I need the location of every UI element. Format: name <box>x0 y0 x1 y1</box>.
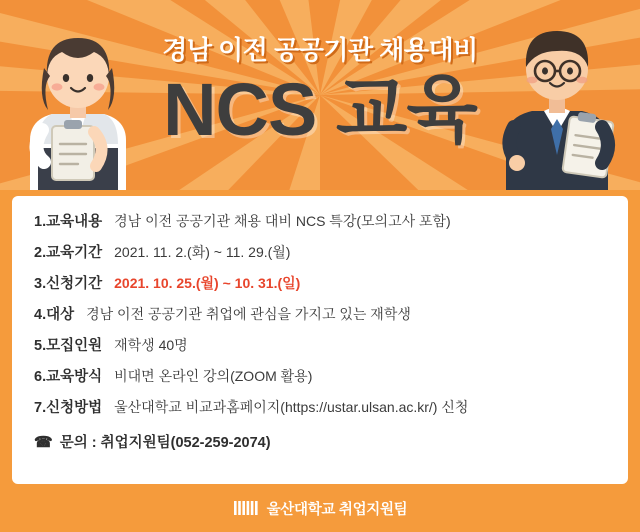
info-row-value: 2021. 11. 2.(화) ~ 11. 29.(월) <box>114 244 291 260</box>
poster-subtitle: 경남 이전 공공기관 채용대비 <box>162 35 478 65</box>
info-row-label: 6.교육방식 <box>34 369 103 385</box>
info-card <box>12 196 628 484</box>
contact-text: 문의 : 취업지원팀(052-259-2074) <box>59 435 271 451</box>
info-row-label: 3.신청기간 <box>34 276 103 292</box>
info-row-label: 2.교육기간 <box>34 245 103 261</box>
contact-line <box>34 431 606 452</box>
ulsan-university-logo-icon <box>233 499 259 517</box>
info-row-value: 비대면 온라인 강의(ZOOM 활용) <box>114 368 313 384</box>
footer-text: 울산대학교 취업지원팀 <box>266 501 408 518</box>
info-row-label: 4.대상 <box>34 307 75 323</box>
info-row-value: 울산대학교 비교과홈페이지(https://ustar.ulsan.ac.kr/) 신청 <box>114 399 469 415</box>
info-row-6 <box>34 365 606 386</box>
info-row-label: 1.교육내용 <box>34 214 103 230</box>
info-row-7 <box>34 396 606 417</box>
poster-footer <box>0 484 640 532</box>
female-character-with-clipboard-illustration <box>8 20 148 190</box>
info-row-label: 7.신청방법 <box>34 400 103 416</box>
info-row-3 <box>34 272 606 293</box>
info-row-value: 경남 이전 공공기관 취업에 관심을 가지고 있는 재학생 <box>86 306 411 322</box>
male-character-with-clipboard-illustration <box>482 15 632 190</box>
info-row-4 <box>34 303 606 324</box>
info-row-value-highlight: 2021. 10. 25.(월) ~ 10. 31.(일) <box>114 275 301 291</box>
info-row-label: 5.모집인원 <box>34 338 103 354</box>
info-row-value: 재학생 40명 <box>114 337 188 353</box>
poster-header <box>0 0 640 190</box>
info-row-2 <box>34 241 606 262</box>
info-row-value: 경남 이전 공공기관 채용 대비 NCS 특강(모의고사 포함) <box>114 213 451 229</box>
info-row-5 <box>34 334 606 355</box>
poster-title: NCS 교육 <box>163 68 477 151</box>
info-row-1 <box>34 210 606 231</box>
phone-icon: ☎ <box>34 433 53 451</box>
